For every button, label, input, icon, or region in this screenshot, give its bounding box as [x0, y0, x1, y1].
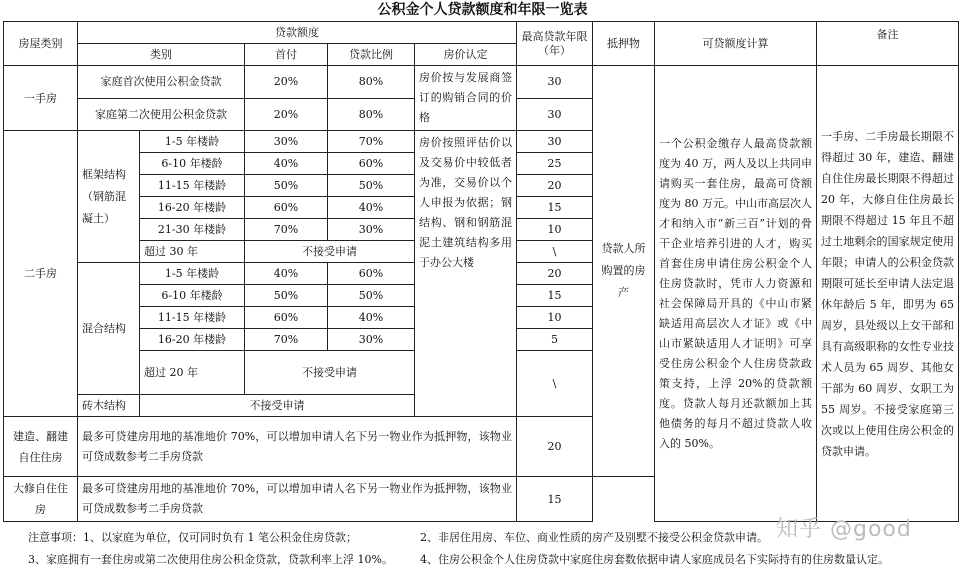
note-2: 2、非居住用房、车位、商业性质的房产及别墅不接受公积金贷款申请。	[420, 531, 768, 544]
header-remark: 备注	[817, 22, 959, 66]
term-cell: 30	[517, 66, 593, 99]
build-label: 建造、翻建自住住房	[4, 417, 78, 477]
page-title: 公积金个人贷款额度和年限一览表	[377, 2, 588, 18]
category-cell: 家庭第二次使用公积金贷款	[78, 98, 245, 131]
ratio-cell: 70%	[328, 131, 415, 153]
header-house-type: 房屋类别	[4, 22, 78, 66]
header-down-payment: 首付	[245, 44, 328, 66]
term-cell: 10	[517, 219, 593, 241]
ratio-cell: 80%	[328, 98, 415, 131]
age-cell: 11-15 年楼龄	[140, 307, 245, 329]
note-3: 3、家庭拥有一套住房或第二次使用住房公积金贷款，贷款利率上浮 10%。	[28, 553, 393, 566]
brick-structure-label: 砖木结构	[78, 395, 140, 417]
term-cell: 20	[517, 175, 593, 197]
down-cell: 20%	[245, 98, 328, 131]
first-hand-label: 一手房	[4, 66, 78, 131]
header-collateral: 抵押物	[593, 22, 655, 66]
header-max-term: 最高贷款年限（年）	[517, 22, 593, 66]
age-cell: 16-20 年楼龄	[140, 329, 245, 351]
down-cell: 50%	[245, 175, 328, 197]
header-price-basis: 房价认定	[415, 44, 517, 66]
ratio-cell: 40%	[328, 197, 415, 219]
down-cell: 30%	[245, 131, 328, 153]
down-cell: 20%	[245, 66, 328, 99]
ratio-cell: 40%	[328, 307, 415, 329]
down-cell: 60%	[245, 307, 328, 329]
ratio-cell: 60%	[328, 153, 415, 175]
frame-over-label: 超过 30 年	[140, 241, 245, 263]
renovate-text: 最多可贷建房用地的基准地价 70%，可以增加申请人名下另一物业作为抵押物，该物业可贷成数参考二手房贷款	[78, 477, 517, 522]
term-cell: \	[517, 241, 593, 263]
term-cell: 25	[517, 153, 593, 175]
collateral-purchase: 贷款人所购置的房产	[593, 66, 655, 477]
second-hand-price-basis: 房价按照评估价以及交易价中较低者为准，交易价以个人申报为依据；钢结构、钢和钢筋混泥土建筑结构多用于办公大楼	[415, 131, 517, 417]
remark-text: 一手房、二手房最长期限不得超过 30 年，建造、翻建自住住房最长期限不得超过 20 年，大修自住住房最长期限不得超过 15 年且不超过土地剩余的国家规定使用年限；申请人的公积金贷款期限可延长至申请人法定退休年龄后 5 年，即男为 65 周岁，县处级以上女干部和具有高级职称的女性专业技术人员为 65 周岁、其他女干部为 60 周岁、女职工为 55 周岁。不接受家庭第三次或以上使用住房公积金的贷款申请。	[817, 66, 959, 522]
age-cell: 6-10 年楼龄	[140, 285, 245, 307]
down-cell: 40%	[245, 153, 328, 175]
term-cell: 20	[517, 417, 593, 477]
term-cell: 15	[517, 285, 593, 307]
down-cell: 70%	[245, 219, 328, 241]
frame-over-text: 不接受申请	[245, 241, 415, 263]
brick-structure-text: 不接受申请	[140, 395, 415, 417]
header-loan-amount: 贷款额度	[78, 22, 517, 44]
header-loan-ratio: 贷款比例	[328, 44, 415, 66]
ratio-cell: 30%	[328, 219, 415, 241]
ratio-cell: 60%	[328, 263, 415, 285]
ratio-cell: 30%	[328, 329, 415, 351]
ratio-cell: 50%	[328, 175, 415, 197]
down-cell: 40%	[245, 263, 328, 285]
ratio-cell: 50%	[328, 285, 415, 307]
term-cell: 30	[517, 131, 593, 153]
term-cell: 5	[517, 329, 593, 351]
watermark: 知乎 @good	[776, 517, 912, 542]
down-cell: 50%	[245, 285, 328, 307]
header-calc: 可贷额度计算	[655, 22, 817, 66]
term-cell: 15	[517, 197, 593, 219]
loan-table	[3, 21, 959, 522]
down-cell: 60%	[245, 197, 328, 219]
term-cell: 20	[517, 263, 593, 285]
calc-text: 一个公积金缴存人最高贷款额度为 40 万，两人及以上共同申请购买一套住房，最高可贷额度为 80 万元。中山市高层次人才和纳入市“新三百”计划的骨干企业培养引进的人才，购买首套住房申请住房公积金个人住房贷款时，凭市人力资源和社会保障局开具的《中山市紧缺适用高层次人才证》或《中山市紧缺适用人才证明》可享受住房公积金个人住房贷款政策支持，上浮 20%的贷款额度。贷款人每月还款额加上其他债务的每月不超过贷款人收入的 50%。	[655, 66, 817, 522]
note-1: 注意事项：1、以家庭为单位，仅可同时负有 1 笔公积金住房贷款；	[28, 531, 357, 544]
mixed-over-text: 不接受申请	[245, 351, 415, 395]
note-4: 4、住房公积金个人住房贷款中家庭住房套数依据申请人家庭成员名下实际持有的住房数量认定。	[420, 553, 889, 566]
mixed-structure-label: 混合结构	[78, 263, 140, 395]
down-cell: 70%	[245, 329, 328, 351]
category-cell: 家庭首次使用公积金贷款	[78, 66, 245, 99]
term-cell: \	[517, 351, 593, 417]
table-row	[4, 66, 959, 99]
term-cell: 15	[517, 477, 593, 522]
second-hand-label: 二手房	[4, 131, 78, 417]
age-cell: 16-20 年楼龄	[140, 197, 245, 219]
age-cell: 21-30 年楼龄	[140, 219, 245, 241]
mixed-over-label: 超过 20 年	[140, 351, 245, 395]
ratio-cell: 80%	[328, 66, 415, 99]
header-category: 类别	[78, 44, 245, 66]
term-cell: 30	[517, 98, 593, 131]
age-cell: 11-15 年楼龄	[140, 175, 245, 197]
term-cell: 10	[517, 307, 593, 329]
build-text: 最多可贷建房用地的基准地价 70%，可以增加申请人名下另一物业作为抵押物，该物业可贷成数参考二手房贷款	[78, 417, 517, 477]
age-cell: 1-5 年楼龄	[140, 131, 245, 153]
age-cell: 1-5 年楼龄	[140, 263, 245, 285]
age-cell: 6-10 年楼龄	[140, 153, 245, 175]
frame-structure-label: 框架结构（钢筋混凝土）	[78, 131, 140, 263]
first-hand-price-basis: 房价按与发展商签订的购销合同的价格	[415, 66, 517, 131]
renovate-label: 大修自住住房	[4, 477, 78, 522]
